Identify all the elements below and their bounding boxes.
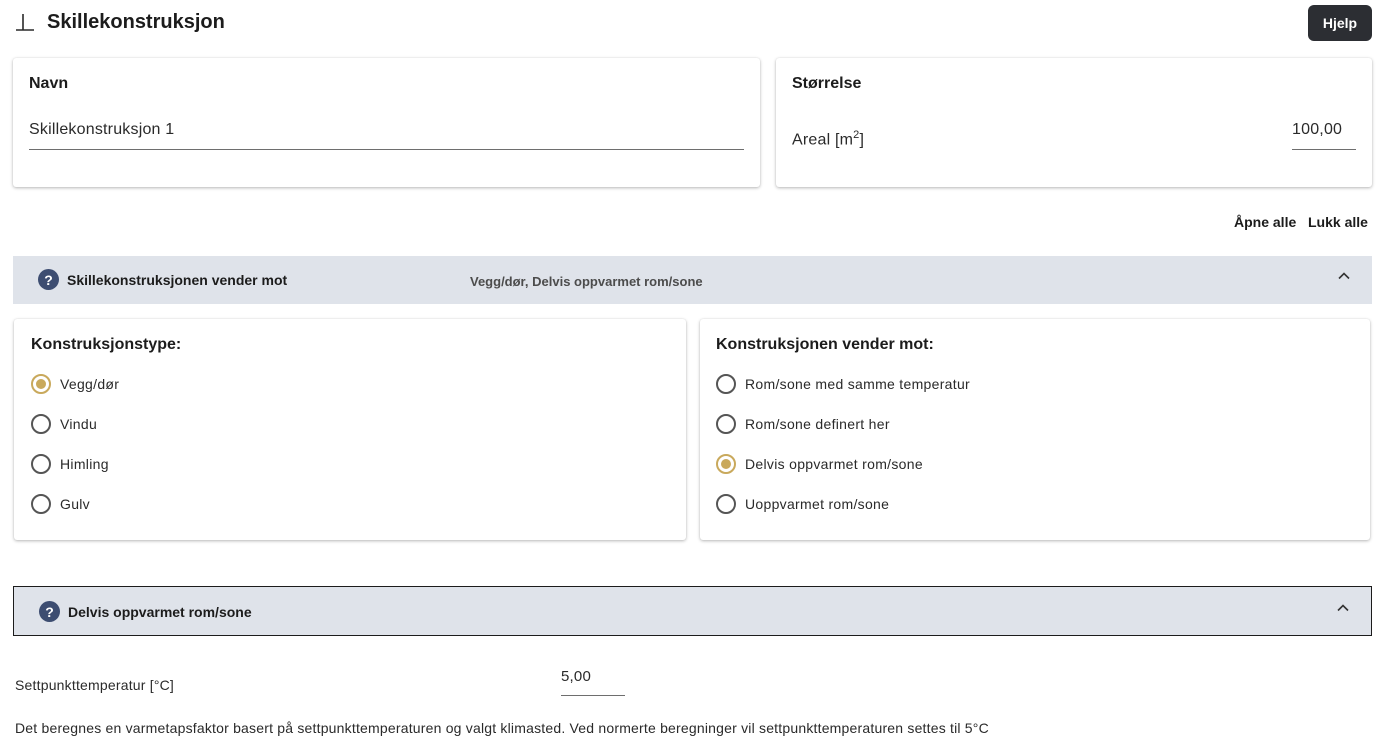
facing-accordion-title: Skillekonstruksjonen vender mot [67, 272, 288, 288]
name-input-underline [29, 149, 744, 150]
area-label-text: Areal [m [792, 131, 854, 149]
radio-button[interactable] [716, 494, 736, 514]
radio-label: Vegg/dør [60, 376, 120, 392]
radio-button[interactable] [716, 454, 736, 474]
question-icon[interactable]: ? [38, 269, 59, 290]
setpoint-description: Det beregnes en varmetapsfaktor basert på settpunkttemperaturen og valgt klimasted. Ved normerte beregninger vil settpunkttemperaturen settes til 5°C [15, 720, 989, 736]
radio-button[interactable] [31, 494, 51, 514]
radio-option-unheated[interactable] [716, 492, 889, 516]
partial-accordion-header[interactable] [13, 586, 1372, 636]
wall-section-icon [15, 13, 35, 33]
radio-label: Rom/sone med samme temperatur [745, 376, 971, 392]
close-all-link[interactable]: Lukk alle [1308, 214, 1368, 230]
facing-card [700, 319, 1370, 540]
radio-option-ceiling[interactable] [31, 452, 109, 476]
facing-accordion-summary: Vegg/dør, Delvis oppvarmet rom/sone [470, 274, 703, 289]
radio-label: Himling [60, 456, 109, 472]
radio-label: Vindu [60, 416, 98, 432]
setpoint-input[interactable]: 5,00 [561, 668, 591, 685]
area-input-underline [1292, 149, 1356, 150]
radio-option-floor[interactable] [31, 492, 90, 516]
name-card [13, 58, 760, 187]
question-icon[interactable]: ? [39, 601, 60, 622]
radio-option-wall-door[interactable] [31, 372, 119, 396]
chevron-up-icon[interactable] [1337, 269, 1351, 283]
area-unit-superscript: 2 [853, 129, 860, 141]
radio-label: Uoppvarmet rom/sone [745, 496, 890, 512]
radio-button[interactable] [716, 374, 736, 394]
partial-accordion-title: Delvis oppvarmet rom/sone [68, 604, 252, 620]
name-card-title: Navn [29, 75, 69, 92]
radio-option-partially-heated[interactable] [716, 452, 923, 476]
radio-button[interactable] [31, 454, 51, 474]
radio-option-defined-here[interactable] [716, 412, 890, 436]
area-label [792, 129, 864, 149]
facing-accordion-header[interactable] [13, 256, 1372, 304]
setpoint-input-underline [561, 695, 625, 696]
help-button[interactable]: Hjelp [1308, 5, 1372, 41]
top-bar [0, 0, 1384, 46]
construction-type-title: Konstruksjonstype: [31, 336, 182, 353]
open-all-link[interactable]: Åpne alle [1234, 214, 1297, 230]
setpoint-label: Settpunkttemperatur [°C] [15, 677, 175, 693]
radio-button[interactable] [31, 414, 51, 434]
radio-label: Gulv [60, 496, 90, 512]
area-label-end: ] [859, 131, 865, 149]
construction-type-card [14, 319, 686, 540]
radio-button[interactable] [31, 374, 51, 394]
name-input[interactable]: Skillekonstruksjon 1 [29, 121, 175, 138]
page-title: Skillekonstruksjon [47, 11, 225, 33]
radio-button[interactable] [716, 414, 736, 434]
size-card [776, 58, 1372, 187]
radio-label: Rom/sone definert her [745, 416, 890, 432]
area-input[interactable]: 100,00 [1292, 121, 1343, 138]
facing-title: Konstruksjonen vender mot: [716, 336, 934, 353]
chevron-up-icon[interactable] [1336, 601, 1350, 615]
radio-option-window[interactable] [31, 412, 97, 436]
radio-label: Delvis oppvarmet rom/sone [745, 456, 923, 472]
radio-option-same-temperature[interactable] [716, 372, 970, 396]
size-card-title: Størrelse [792, 75, 862, 92]
